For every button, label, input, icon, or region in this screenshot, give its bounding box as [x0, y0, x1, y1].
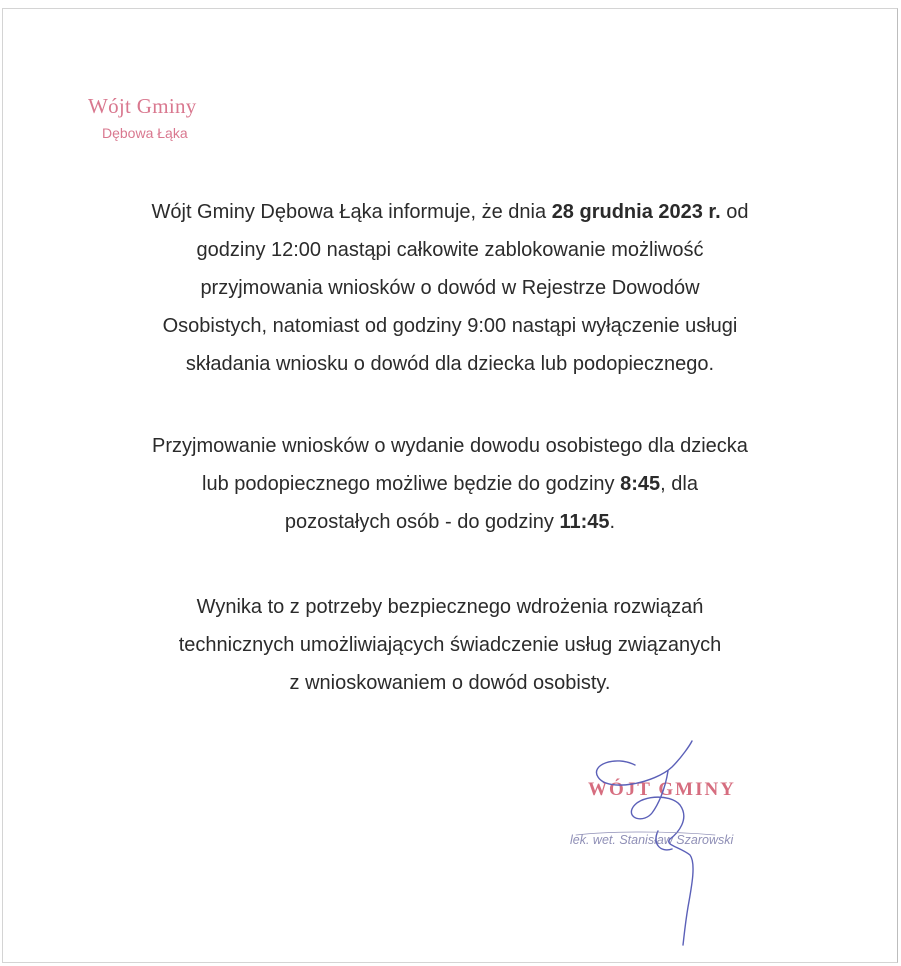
text-span: lub podopiecznego możliwe będzie do godziny — [202, 473, 621, 495]
text-span: Wójt Gminy Dębowa Łąka informuje, że dnia — [151, 201, 552, 223]
text-line: z wnioskowaniem o dowód osobisty. — [289, 672, 611, 694]
text-span: , dla — [660, 473, 698, 495]
letterhead-stamp — [88, 94, 197, 141]
official-seal-title: WÓJT GMINY — [588, 779, 736, 800]
text-span: . — [609, 511, 616, 533]
text-line — [60, 193, 840, 231]
paragraph-announcement — [60, 193, 840, 383]
paragraph-deadlines — [60, 427, 840, 541]
time-highlight: 8:45 — [620, 473, 661, 495]
text-line: technicznych umożliwiających świadczenie usług związanych — [178, 634, 722, 656]
text-line: Osobistych, natomiast od godziny 9:00 nastąpi wyłączenie usługi — [162, 315, 738, 337]
text-line: Przyjmowanie wniosków o wydanie dowodu osobistego dla dziecka — [152, 435, 748, 457]
time-highlight: 11:45 — [559, 511, 610, 533]
text-line — [60, 465, 840, 503]
letterhead-title: Wójt Gminy — [88, 94, 197, 118]
text-line: Wynika to z potrzeby bezpiecznego wdrożenia rozwiązań — [196, 596, 704, 618]
date-highlight: 28 grudnia 2023 r. — [551, 201, 721, 223]
letterhead-subtitle: Dębowa Łąka — [102, 125, 188, 141]
text-span: pozostałych osób - do godziny — [284, 511, 560, 533]
text-line — [60, 503, 840, 541]
text-line: godziny 12:00 nastąpi całkowite zablokowanie możliwość — [196, 239, 704, 261]
text-line: składania wniosku o dowód dla dziecka lub podopiecznego. — [185, 353, 715, 375]
text-line: przyjmowania wniosków o dowód w Rejestrze Dowodów — [200, 277, 700, 299]
text-span: od — [720, 201, 749, 223]
official-seal-name: lek. wet. Stanisław Szarowski — [570, 833, 734, 847]
paragraph-reason — [60, 588, 840, 702]
